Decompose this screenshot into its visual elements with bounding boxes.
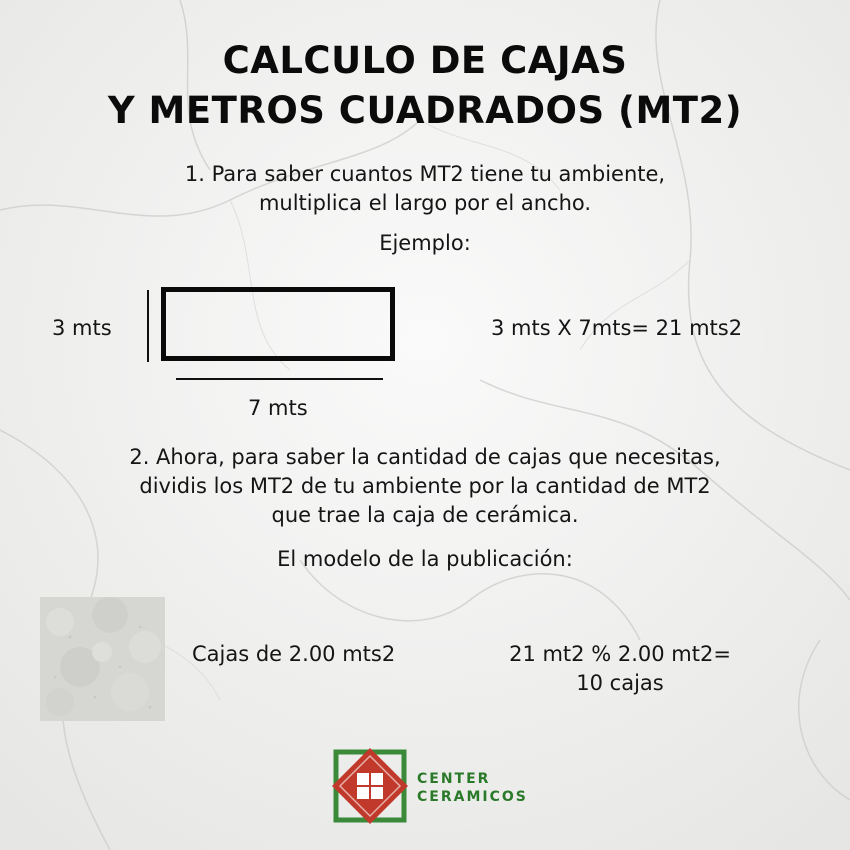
title-line-1: CALCULO DE CAJAS (222, 39, 628, 82)
step1-line-1: 1. Para saber cuantos MT2 tiene tu ambiente, (184, 162, 666, 186)
room-rectangle (161, 287, 395, 361)
ceramic-tile-sample (40, 597, 165, 721)
center-ceramicos-logo-icon (330, 746, 410, 826)
title-line-2: Y METROS CUADRADOS (MT2) (107, 89, 743, 132)
step1-line-2: multiplica el largo por el ancho. (258, 191, 592, 215)
box-size-text: Cajas de 2.00 mts2 (192, 642, 396, 666)
height-dimension-line (147, 290, 149, 362)
calc-line-1: 21 mt2 % 2.00 mt2= (509, 642, 731, 666)
area-formula: 3 mts X 7mts= 21 mts2 (491, 316, 743, 340)
page-title (0, 36, 850, 136)
example-label: Ejemplo: (379, 231, 471, 255)
width-label: 7 mts (248, 396, 308, 420)
step2-text (0, 443, 850, 530)
width-dimension-line (176, 378, 383, 380)
brand-line-2: CERAMICOS (417, 789, 528, 805)
height-label: 3 mts (52, 316, 112, 340)
step2-line-1: 2. Ahora, para saber la cantidad de cajas que necesitas, (129, 445, 721, 469)
step2-line-2: dividis los MT2 de tu ambiente por la cantidad de MT2 (139, 474, 711, 498)
step1-text (0, 160, 850, 218)
boxes-calculation (470, 640, 770, 698)
calc-line-2: 10 cajas (576, 671, 664, 695)
brand-line-1: CENTER (417, 771, 491, 787)
model-label: El modelo de la publicación: (277, 547, 573, 571)
step2-line-3: que trae la caja de cerámica. (271, 503, 579, 527)
brand-name (417, 770, 528, 806)
